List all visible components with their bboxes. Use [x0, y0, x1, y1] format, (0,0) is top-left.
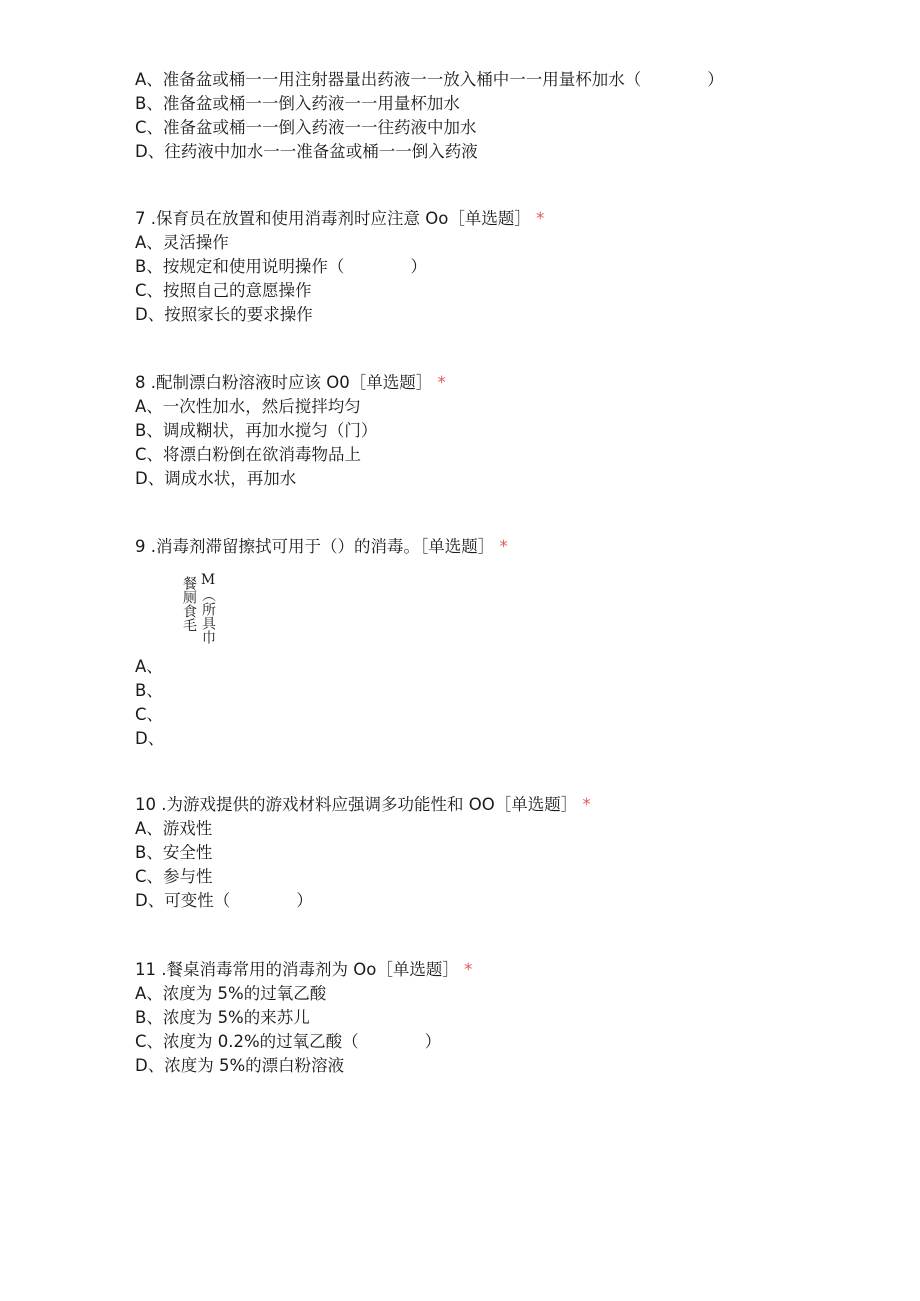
q10-option-b[interactable]: B、安全性 [135, 843, 213, 862]
question-9-title: 9 .消毒剂滞留擦拭可用于（）的消毒。［单选题］ * [135, 537, 508, 556]
q8-option-c[interactable]: C、将漂白粉倒在欲消毒物品上 [135, 445, 362, 464]
question-8-title: 8 .配制漂白粉溶液时应该 O0［单选题］ * [135, 373, 446, 392]
question-11-title: 11 .餐桌消毒常用的消毒剂为 Oo［单选题］ * [135, 960, 473, 979]
q9-option-d[interactable]: D、 [135, 729, 165, 748]
q7-option-b[interactable]: B、按规定和使用说明操作（ ） [135, 257, 427, 276]
q11-option-d[interactable]: D、浓度为 5%的漂白粉溶液 [135, 1056, 345, 1075]
required-marker: * [499, 537, 508, 556]
q6-option-d[interactable]: D、往药液中加水一一准备盆或桶一一倒入药液 [135, 142, 478, 161]
required-marker: * [536, 209, 545, 228]
q7-option-a[interactable]: A、灵活操作 [135, 233, 229, 252]
q11-option-c[interactable]: C、浓度为 0.2%的过氧乙酸（ ） [135, 1032, 442, 1051]
required-marker: * [582, 795, 591, 814]
q11-option-b[interactable]: B、浓度为 5%的来苏儿 [135, 1008, 310, 1027]
q9-option-a[interactable]: A、 [135, 657, 163, 676]
q9-option-c[interactable]: C、 [135, 705, 164, 724]
q6-option-b[interactable]: B、准备盆或桶一一倒入药液一一用量杯加水 [135, 94, 460, 113]
q11-option-a[interactable]: A、浓度为 5%的过氧乙酸 [135, 984, 327, 1003]
q8-option-b[interactable]: B、调成糊状，再加水搅匀（门） [135, 421, 378, 440]
q10-option-d[interactable]: D、可变性（ ） [135, 891, 313, 910]
q10-option-a[interactable]: A、游戏性 [135, 819, 213, 838]
q6-option-a[interactable]: A、准备盆或桶一一用注射器量出药液一一放入桶中一一用量杯加水（ ） [135, 70, 724, 89]
vertical-option-text-col2: M（所具巾 [200, 572, 216, 644]
q10-option-c[interactable]: C、参与性 [135, 867, 213, 886]
q8-option-d[interactable]: D、调成水状，再加水 [135, 469, 297, 488]
question-10-title: 10 .为游戏提供的游戏材料应强调多功能性和 OO［单选题］ * [135, 795, 591, 814]
required-marker: * [437, 373, 446, 392]
vertical-option-text-col1: 餐厕食毛 [181, 576, 197, 632]
q9-option-b[interactable]: B、 [135, 681, 163, 700]
question-7-title: 7 .保育员在放置和使用消毒剂时应注意 Oo［单选题］ * [135, 209, 545, 228]
q6-option-c[interactable]: C、准备盆或桶一一倒入药液一一往药液中加水 [135, 118, 477, 137]
q7-option-c[interactable]: C、按照自己的意愿操作 [135, 281, 312, 300]
required-marker: * [464, 960, 473, 979]
q7-option-d[interactable]: D、按照家长的要求操作 [135, 305, 313, 324]
q8-option-a[interactable]: A、一次性加水，然后搅拌均匀 [135, 397, 361, 416]
